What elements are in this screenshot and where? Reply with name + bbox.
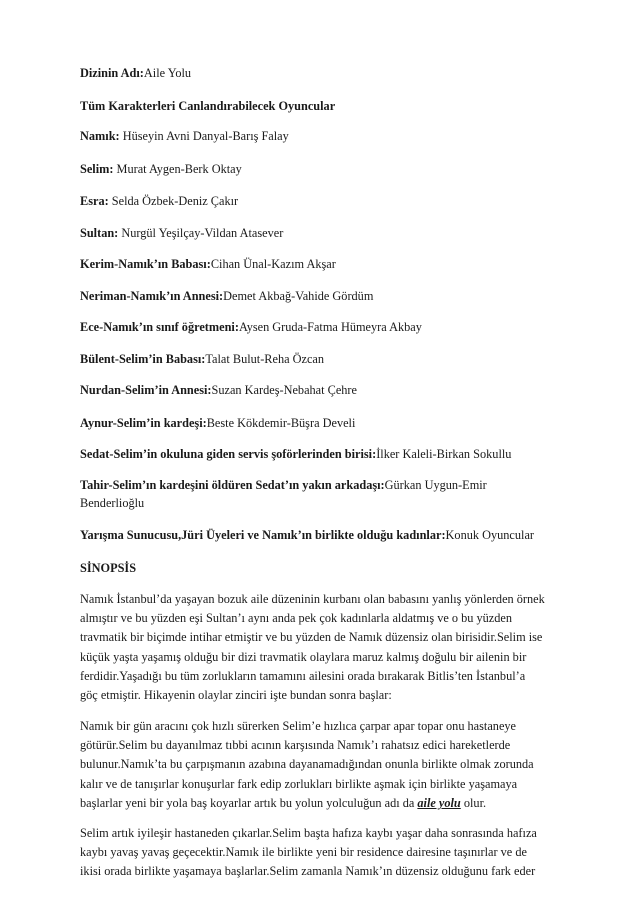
cast-continuation: Benderlioğlu bbox=[80, 496, 145, 510]
cast-line bbox=[80, 286, 373, 306]
cast-line bbox=[80, 444, 511, 464]
cast-heading: Tüm Karakterleri Canlandırabilecek Oyuncular bbox=[80, 99, 336, 113]
cast-actors: İlker Kaleli-Birkan Sokullu bbox=[376, 447, 512, 461]
cast-actors: Demet Akbağ-Vahide Gördüm bbox=[223, 289, 374, 303]
paragraph-line: göç etmiştir. Hikayenin olaylar zinciri işte bundan sonra başlar: bbox=[80, 688, 392, 702]
cast-line bbox=[80, 191, 238, 211]
cast-line bbox=[80, 413, 355, 433]
paragraph-line: götürür.Selim bu dayanılmaz tıbbi acının karşısında Namık’ı rahatsız edici hareketlerde bbox=[80, 738, 511, 752]
cast-role: Aynur-Selim’in kardeşi: bbox=[80, 416, 207, 430]
paragraph-text: başlarlar yeni bir yola baş koyarlar artık bu yolun yolculuğun adı da bbox=[80, 796, 418, 810]
cast-role: Kerim-Namık’ın Babası: bbox=[80, 257, 211, 271]
paragraph-line: bulunur.Namık’ta bu çarpışmanın azabına dayanamadığından onunla birlikte olmak zorunda bbox=[80, 757, 534, 771]
cast-role: Namık: bbox=[80, 129, 120, 143]
jury-line bbox=[80, 525, 534, 545]
cast-line bbox=[80, 126, 289, 146]
paragraph-line: almıştır ve bu yüzden eşi Sultan’ı aynı anda pek çok kadınlarla aldatmış ve o bu yüzden bbox=[80, 611, 512, 625]
cast-line bbox=[80, 349, 324, 369]
paragraph-line: Selim artık iyileşir hastaneden çıkarlar.Selim başta hafıza kaybı yaşar daha sonrasında hafıza bbox=[80, 826, 537, 840]
paragraph-line: ferdidir.Yaşadığı bu tüm zorlukların tamamını ailesini orada bırakarak Bitlis’ten İstanbul’a bbox=[80, 669, 526, 683]
cast-line bbox=[80, 254, 336, 274]
paragraph-line: Namık bir gün aracını çok hızlı sürerken Selim’e hızlıca çarpar apar topar onu hastaneye bbox=[80, 719, 517, 733]
paragraph-line: ikisi orada birlikte yaşamaya başlarlar.Selim zamanla Namık’ın düzensiz olduğunu fark eder bbox=[80, 864, 536, 878]
cast-line bbox=[80, 317, 422, 337]
cast-actors: Suzan Kardeş-Nebahat Çehre bbox=[211, 383, 357, 397]
cast-actors: Murat Aygen-Berk Oktay bbox=[113, 162, 242, 176]
cast-actors: Nurgül Yeşilçay-Vildan Atasever bbox=[118, 226, 284, 240]
cast-role: Tahir-Selim’ın kardeşini öldüren Sedat’ın yakın arkadaşı: bbox=[80, 478, 385, 492]
jury-role: Yarışma Sunucusu,Jüri Üyeleri ve Namık’ın birlikte olduğu kadınlar: bbox=[80, 528, 446, 542]
series-name-label: Dizinin Adı: bbox=[80, 66, 144, 80]
emphasized-phrase: aile yolu bbox=[417, 796, 461, 810]
cast-line bbox=[80, 475, 487, 495]
cast-line bbox=[80, 223, 283, 243]
paragraph-text: olur. bbox=[460, 796, 487, 810]
cast-actors: Selda Özbek-Deniz Çakır bbox=[108, 194, 239, 208]
synopsis-heading: SİNOPSİS bbox=[80, 561, 137, 575]
paragraph-line: travmatik bir biçimde intihar etmiştir ve bu yüzden de Namık düzensiz olan birisidir.Selim ise bbox=[80, 630, 543, 644]
cast-role: Nurdan-Selim’in Annesi: bbox=[80, 383, 212, 397]
cast-actors: Talat Bulut-Reha Özcan bbox=[205, 352, 325, 366]
series-name-value: Aile Yolu bbox=[143, 66, 192, 80]
jury-actors: Konuk Oyuncular bbox=[445, 528, 534, 542]
cast-role: Esra: bbox=[80, 194, 109, 208]
paragraph-line: kaybı yavaş yavaş geçecektir.Namık ile birlikte yeni bir residence dairesine taşınırlar ve de bbox=[80, 845, 527, 859]
cast-line bbox=[80, 159, 242, 179]
cast-actors: Hüseyin Avni Danyal-Barış Falay bbox=[119, 129, 289, 143]
paragraph-line: küçük yaşta yaşamış olduğu bir dizi travmatik olaylara maruz kalmış doğulu bir ailenin bir bbox=[80, 650, 527, 664]
cast-actors: Beste Kökdemir-Büşra Develi bbox=[206, 416, 356, 430]
cast-role: Ece-Namık’ın sınıf öğretmeni: bbox=[80, 320, 239, 334]
cast-role: Sultan: bbox=[80, 226, 119, 240]
cast-role: Selim: bbox=[80, 162, 114, 176]
paragraph-line: kalır ve de tanışırlar konuşurlar fark edip zorlukları birlikte aşmak için birlikte yaşamaya bbox=[80, 777, 518, 791]
cast-actors: Aysen Gruda-Fatma Hümeyra Akbay bbox=[238, 320, 422, 334]
cast-actors: Gürkan Uygun-Emir bbox=[384, 478, 487, 492]
cast-line bbox=[80, 380, 357, 400]
series-name-line bbox=[80, 63, 191, 83]
paragraph-line: Namık İstanbul’da yaşayan bozuk aile düzeninin kurbanı olan babasını yanlış yönlerden örnek bbox=[80, 592, 545, 606]
cast-role: Sedat-Selim’in okuluna giden servis şoförlerinden birisi: bbox=[80, 447, 377, 461]
cast-role: Neriman-Namık’ın Annesi: bbox=[80, 289, 224, 303]
cast-role: Bülent-Selim’in Babası: bbox=[80, 352, 206, 366]
cast-actors: Cihan Ünal-Kazım Akşar bbox=[210, 257, 336, 271]
paragraph-line-emphasis bbox=[80, 793, 486, 813]
